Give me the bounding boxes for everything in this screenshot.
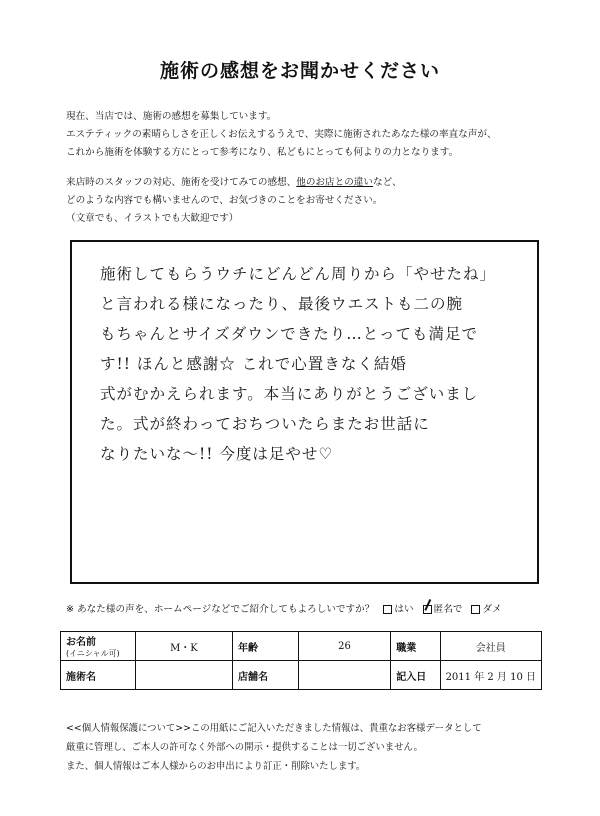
privacy-notice <box>66 719 482 776</box>
handwritten-line: なりたいな〜!! 今度は足やせ♡ <box>100 445 334 463</box>
request-line: （文章でも、イラストでも大歓迎です） <box>66 213 239 224</box>
privacy-line: <<個人情報保護について>>この用紙にご記入いただきました情報は、貴重なお客様データとして <box>66 723 482 734</box>
request-text: 来店時のスタッフの対応、施術を受けてみての感想、 <box>66 177 297 188</box>
checkbox-no[interactable] <box>471 605 480 614</box>
page-title: 施術の感想をお聞かせください <box>159 60 440 82</box>
date-field[interactable]: 2011 年 2 月 10 日 <box>440 661 541 690</box>
intro-line: エステティックの素晴らしさを正しくお伝えするうえで、実際に施術されたあなた様の率直な声が、 <box>66 129 497 140</box>
handwritten-line: 施術してもらうウチにどんどん周りから「やせたね」 <box>100 265 497 283</box>
store-label: 店舗名 <box>232 661 298 690</box>
job-label: 職業 <box>391 632 440 661</box>
age-label: 年齢 <box>232 632 298 661</box>
handwritten-line: と言われる様になったり、最後ウエストも二の腕 <box>100 295 464 313</box>
intro-paragraph <box>66 108 497 162</box>
checkbox-yes[interactable] <box>383 605 392 614</box>
intro-line: 現在、当店では、施術の感想を募集しています。 <box>66 111 277 122</box>
intro-line: これから施術を体験する方にとって参考になり、私どもにとっても何よりの力となります。 <box>66 147 459 158</box>
request-line <box>66 174 402 192</box>
handwritten-line: す!! ほんと感謝☆ これで心置きなく結婚 <box>100 355 407 373</box>
privacy-line: 厳重に管理し、ご本人の許可なく外部への開示・提供することは一切ございません。 <box>66 742 423 753</box>
handwritten-line: た。式が終わっておちついたらまたお世話に <box>100 415 430 433</box>
name-field[interactable]: M・K <box>135 632 232 661</box>
request-line: どのような内容でも構いませんので、お気づきのことをお寄せください。 <box>66 195 383 206</box>
name-label: お名前 (イニシャル可) <box>61 632 136 661</box>
handwritten-line: 式がむかえられます。本当にありがとうございまし <box>100 385 479 403</box>
option-no-label: ダメ <box>482 604 502 615</box>
checkbox-anonymous[interactable] <box>423 605 432 614</box>
info-form <box>60 631 542 690</box>
age-field[interactable]: 26 <box>298 632 391 661</box>
privacy-line: また、個人情報はご本人様からのお申出により訂正・削除いたします。 <box>66 761 366 772</box>
consent-question <box>66 601 502 615</box>
option-anonymous-label: 匿名で <box>433 604 463 615</box>
store-field[interactable] <box>298 661 391 690</box>
treatment-label: 施術名 <box>61 661 136 690</box>
job-field[interactable]: 会社員 <box>440 632 541 661</box>
option-yes-label: はい <box>394 604 414 615</box>
date-label: 記入日 <box>391 661 440 690</box>
request-paragraph <box>66 174 402 228</box>
request-text: など、 <box>373 177 402 188</box>
consent-text: ※ あなた様の声を、ホームページなどでご紹介してもよろしいですか？ <box>66 604 375 615</box>
name-sublabel: (イニシャル可) <box>66 649 120 658</box>
handwritten-line: もちゃんとサイズダウンできたり…とっても満足で <box>100 325 478 343</box>
treatment-field[interactable] <box>135 661 232 690</box>
request-underlined-text: 他のお店との違い <box>296 177 373 188</box>
